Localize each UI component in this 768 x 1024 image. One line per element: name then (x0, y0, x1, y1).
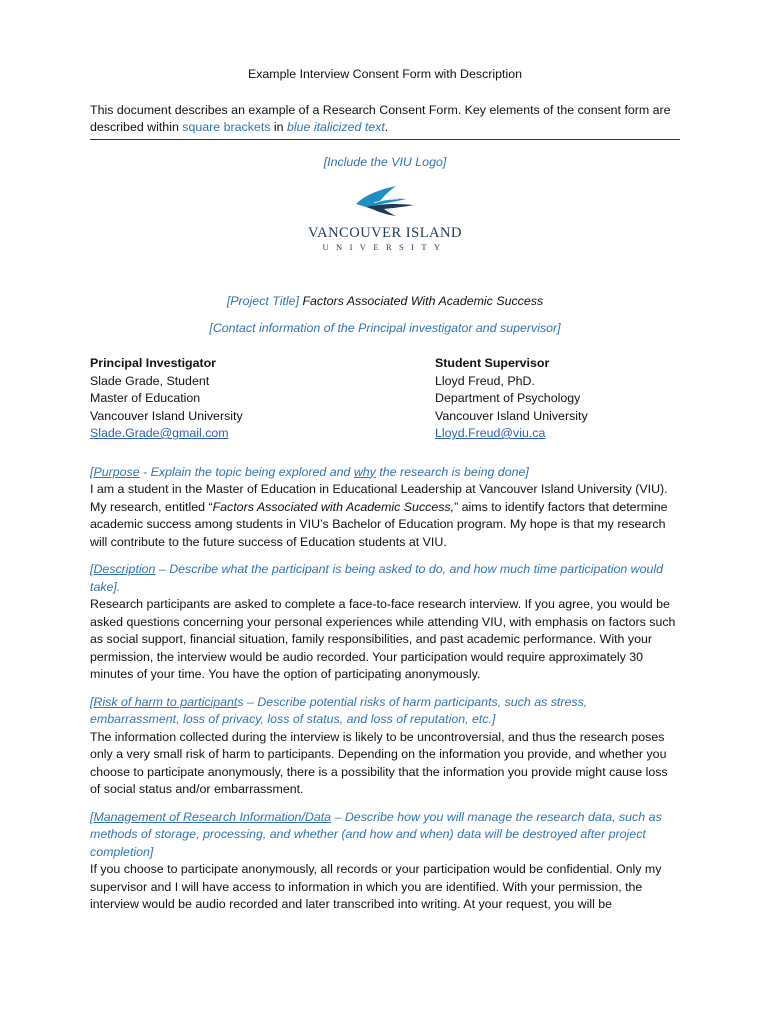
purpose-heading (90, 464, 680, 482)
description-heading (90, 561, 680, 596)
data-management-instruction: – Describe how you will manage the research data, such as methods of storage, processing, and whether (and how and when) data will be destroyed after project completion] (90, 809, 662, 859)
supervisor-block (435, 355, 680, 443)
contact-columns (90, 355, 680, 443)
principal-name: Slade Grade, Student (90, 373, 210, 388)
supervisor-department: Department of Psychology (435, 391, 581, 405)
contact-heading: [Contact information of the Principal investigator and supervisor] (209, 320, 561, 335)
supervisor-name: Lloyd Freud, PhD. (435, 373, 535, 388)
purpose-body (90, 481, 680, 551)
purpose-emphasis: why (353, 464, 376, 479)
intro-highlight-brackets: square brackets (182, 120, 271, 134)
data-management-body: If you choose to participate anonymously, all records or your participation would be confidential. Only my supervisor and I will have access to information in which you are identified. With your permission, the interview would be audio recorded and later transcribed into writing. At your request, you will be (90, 862, 662, 911)
purpose-bracket: [ (90, 464, 94, 479)
purpose-section (90, 464, 680, 552)
risk-instruction: s – Describe potential risks of harm participants, such as stress, embarrassment, loss of privacy, loss of status, and loss of reputation, etc.] (90, 694, 588, 726)
description-body: Research participants are asked to complete a face-to-face research interview. If you agree, you would be asked questions concerning your personal experiences while attending VIU, with emphasis on factors such as social support, financial situation, family responsibilities, and past academic performance. With your permission, the interview would be audio recorded. Your participation would require approximately 30 minutes of your time. You have the option of participating anonymously. (90, 597, 676, 681)
data-management-label: Management of Research Information/Data (93, 809, 332, 824)
viu-logo (90, 183, 680, 253)
data-management-heading (90, 809, 680, 862)
principal-heading: Principal Investigator (90, 356, 217, 370)
risk-body: The information collected during the interview is likely to be uncontroversial, and thus the research poses only a very small risk of harm to participants. Depending on the information you provide, and whether you choose to participate anonymously, there is a possibility that the information you provide might cause loss of social status and/or embarrassment. (90, 729, 668, 796)
risk-bracket: [ (90, 694, 94, 709)
horizontal-rule (90, 139, 680, 140)
intro-highlight-blue-italic: blue italicized text (286, 120, 385, 134)
project-title-line (90, 293, 680, 311)
logo-subtitle: UNIVERSITY (322, 242, 448, 252)
description-label: Description (93, 562, 156, 576)
logo-wordmark: VANCOUVER ISLAND (308, 225, 462, 241)
purpose-body-text-2: ” aims to identify factors that determine academic success among students in VIU’s Bachelor of Education program. My hope is that my research will contribute to the future success of Education students at VIU. (90, 499, 668, 549)
data-management-section (90, 809, 680, 914)
intro-paragraph (90, 102, 680, 137)
purpose-instruction-end: the research is being done] (375, 464, 529, 479)
supervisor-heading: Student Supervisor (435, 356, 550, 370)
intro-text-2: in (270, 120, 287, 134)
purpose-body-text-1: I am a student in the Master of Education in Educational Leadership at Vancouver Island University (VIU). My research, entitled “ (90, 482, 668, 514)
risk-heading (90, 694, 680, 729)
purpose-label: Purpose (93, 464, 140, 479)
principal-institution: Vancouver Island University (90, 408, 243, 423)
project-title: Factors Associated With Academic Success (299, 294, 544, 308)
viu-leaf-icon (354, 183, 416, 217)
intro-text-3: . (384, 120, 389, 134)
description-section (90, 561, 680, 684)
purpose-study-title: Factors Associated with Academic Success, (212, 499, 455, 514)
intro-text-1: This document describes an example of a Research Consent Form. Key elements of the consent form are described within (90, 102, 671, 134)
principal-email-link[interactable]: Slade.Grade@gmail.com (90, 426, 229, 440)
project-title-tag: [Project Title] (226, 294, 300, 308)
supervisor-email-link[interactable]: Lloyd.Freud@viu.ca (435, 426, 546, 440)
risk-label: Risk of harm to participant (93, 694, 238, 709)
description-instruction: – Describe what the participant is being asked to do, and how much time participation would take]. (90, 562, 664, 594)
principal-investigator-block (90, 355, 435, 443)
risk-section (90, 694, 680, 799)
purpose-instruction: - Explain the topic being explored and (139, 464, 354, 479)
document-body (90, 66, 680, 924)
principal-program: Master of Education (90, 391, 201, 405)
logo-instruction: [Include the VIU Logo] (323, 154, 447, 169)
supervisor-institution: Vancouver Island University (435, 408, 588, 423)
data-management-bracket: [ (90, 809, 94, 824)
document-title: Example Interview Consent Form with Description (247, 67, 523, 81)
description-bracket: [ (90, 562, 94, 576)
